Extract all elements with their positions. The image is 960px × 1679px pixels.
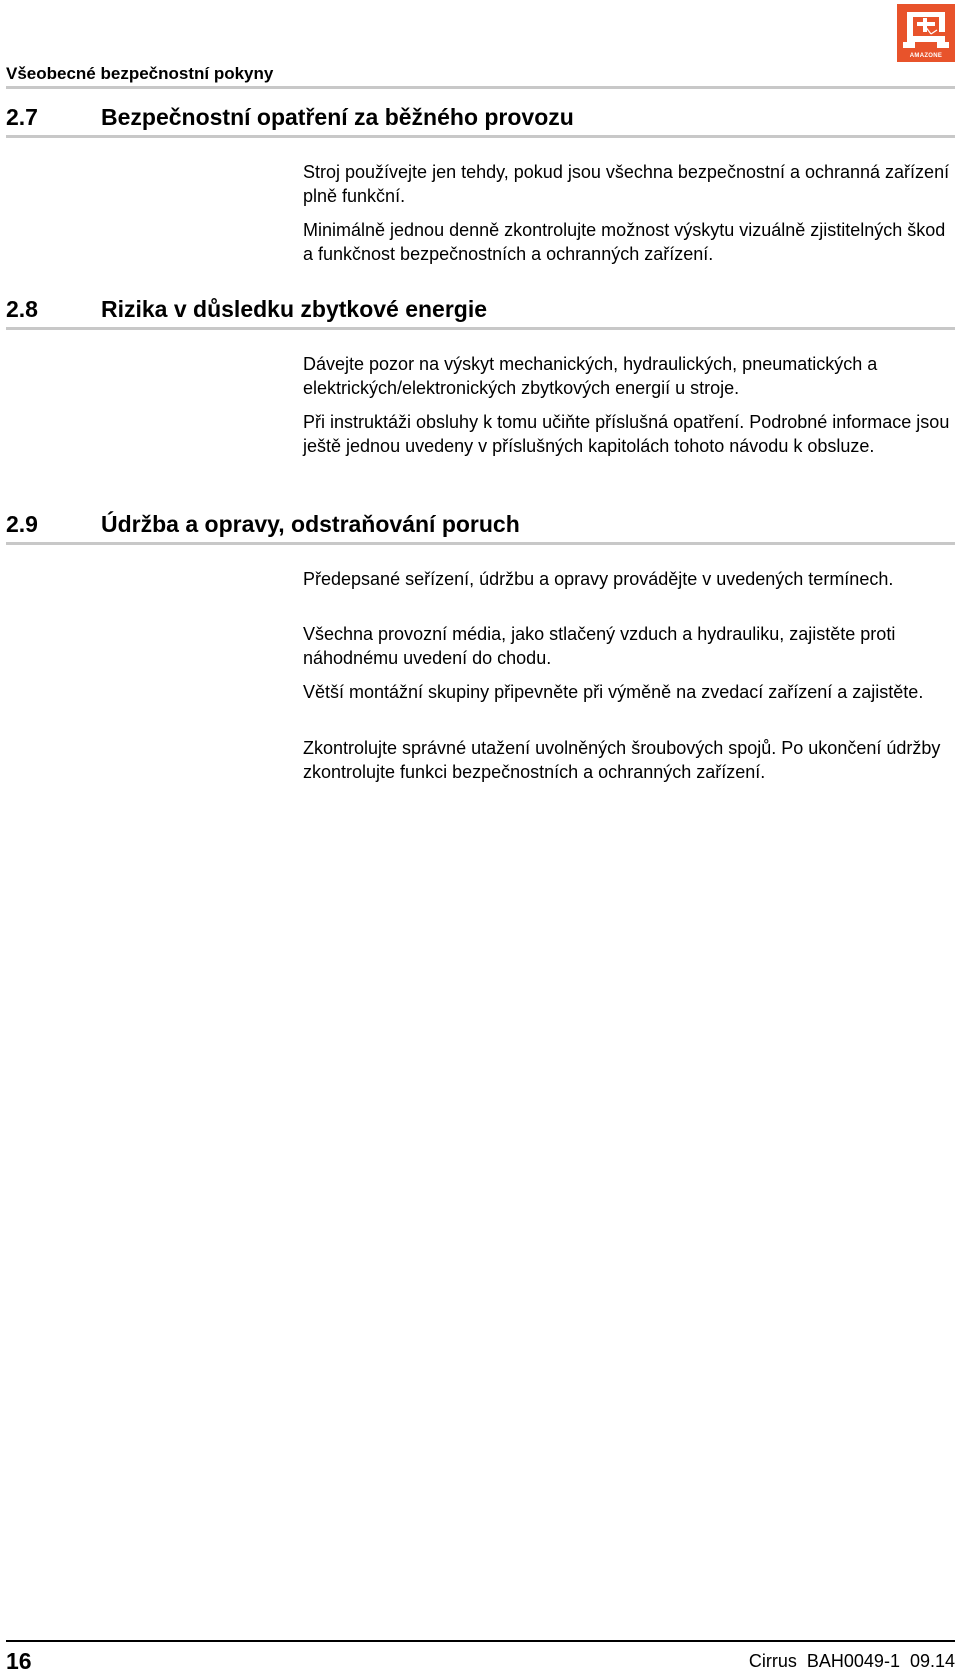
section-heading-2-8 [6, 296, 487, 323]
section-title: Údržba a opravy, odstraňování poruch [101, 511, 520, 537]
running-header-title: Všeobecné bezpečnostní pokyny [6, 64, 274, 83]
page-number: 16 [6, 1648, 32, 1674]
section-number: 2.7 [6, 104, 38, 130]
section-heading-2-7 [6, 104, 574, 131]
paragraph: Minimálně jednou denně zkontrolujte možnost výskytu vizuálně zjistitelných škod a funkčnost bezpečnostních a ochranných zařízení. [303, 220, 946, 264]
section-number: 2.9 [6, 511, 38, 537]
paragraph: Stroj používejte jen tehdy, pokud jsou všechna bezpečnostní a ochranná zařízení plně funkční. [303, 162, 950, 206]
section-divider-2-7 [6, 135, 955, 138]
header-divider [6, 86, 955, 89]
amazone-logo [897, 4, 955, 62]
document-id: Cirrus BAH0049-1 09.14 [748, 1651, 955, 1671]
section-divider-2-8 [6, 327, 955, 330]
section-divider-2-9 [6, 542, 955, 545]
section-title: Rizika v důsledku zbytkové energie [101, 296, 488, 322]
section-title: Bezpečnostní opatření za běžného provozu [101, 104, 574, 130]
logo-wordmark: AMAZONE [909, 53, 943, 59]
footer-divider [6, 1640, 955, 1642]
paragraph: Při instruktáži obsluhy k tomu učiňte příslušná opatření. Podrobné informace jsou ještě jednou uvedeny v příslušných kapitolách tohoto návodu k obsluze. [303, 412, 950, 456]
paragraph: Zkontrolujte správné utažení uvolněných šroubových spojů. Po ukončení údržby zkontrolujte funkci bezpečnostních a ochranných zařízení. [303, 738, 941, 782]
paragraph: Všechna provozní média, jako stlačený vzduch a hydrauliku, zajistěte proti náhodnému uvedení do chodu. [303, 624, 896, 668]
paragraph: Větší montážní skupiny připevněte při výměně na zvedací zařízení a zajistěte. [303, 682, 924, 702]
section-heading-2-9 [6, 511, 520, 538]
section-number: 2.8 [6, 296, 38, 322]
paragraph: Dávejte pozor na výskyt mechanických, hydraulických, pneumatických a elektrických/elektronických zbytkových energií u stroje. [303, 354, 878, 398]
paragraph: Předepsané seřízení, údržbu a opravy provádějte v uvedených termínech. [303, 569, 894, 589]
